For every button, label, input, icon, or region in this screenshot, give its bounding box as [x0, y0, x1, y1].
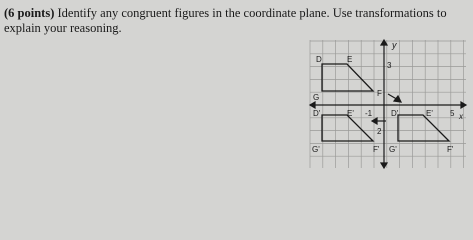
vertex-label-f-prime-left: F' [373, 145, 380, 154]
coordinate-grid [310, 40, 466, 168]
tick-label-x-neg1: -1 [365, 109, 373, 118]
vertex-label-f-prime-right: F' [447, 145, 454, 154]
vertex-label-g-prime-right: G' [389, 145, 397, 154]
y-axis-down-arrow [381, 163, 387, 168]
x-axis-label: x [459, 112, 463, 121]
vertex-label-g-prime-left: G' [312, 145, 320, 154]
question-prompt: Identify any congruent figures in the coordinate plane. Use transformations to explain your reasoning. [4, 6, 447, 35]
x-axis-left-arrow [310, 102, 315, 108]
vertex-label-e: E [347, 55, 353, 64]
vertex-label-d: D [316, 55, 322, 64]
vertex-label-f: F [377, 89, 382, 98]
trapezoid-defg [322, 64, 373, 91]
points-label: (6 points) [4, 6, 55, 20]
vertex-label-g: G [313, 93, 320, 102]
y-axis-label: y [392, 40, 397, 50]
tick-label-y-3: 3 [387, 61, 392, 70]
trapezoid-d-prime-left [322, 115, 373, 141]
trapezoid-d-prime-right [398, 115, 449, 141]
left-arrow-head [372, 118, 377, 124]
x-axis-right-arrow [461, 102, 466, 108]
vertex-label-e-prime-right: E' [426, 109, 433, 118]
vertex-label-d-prime-left: D' [313, 109, 321, 118]
vertex-label-d-prime-right: D' [391, 109, 399, 118]
tick-label-x-5: 5 [450, 109, 455, 118]
vertex-label-e-prime-left: E' [347, 109, 354, 118]
tick-label-y-neg2: 2 [377, 127, 382, 136]
coordinate-axes [310, 40, 466, 168]
